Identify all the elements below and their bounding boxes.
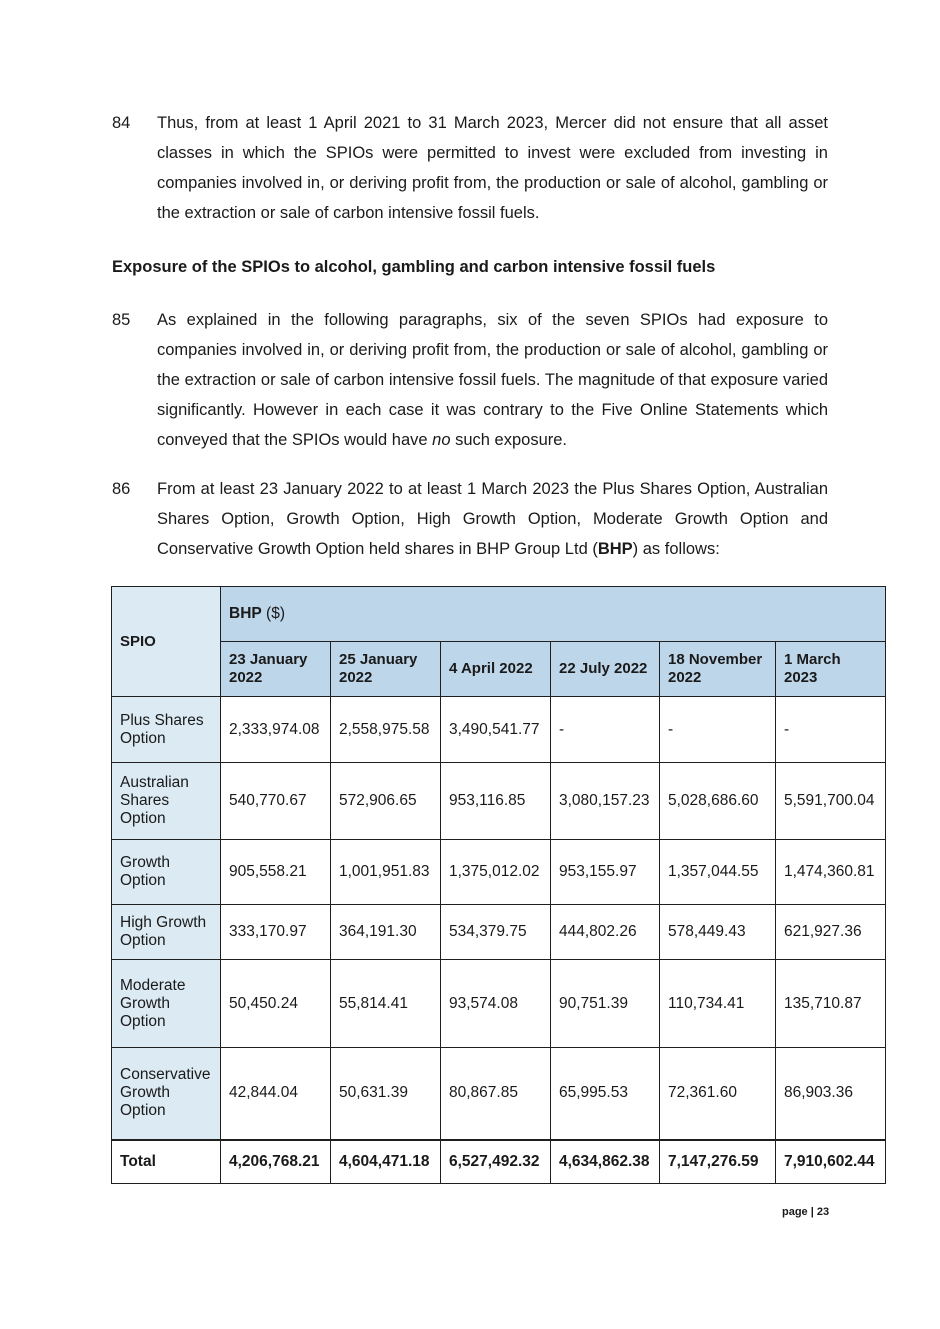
table-cell: 110,734.41 bbox=[660, 960, 776, 1048]
text-span: such exposure. bbox=[450, 431, 568, 449]
table-cell: 3,490,541.77 bbox=[441, 697, 551, 763]
bhp-group-header bbox=[221, 587, 886, 642]
table-row bbox=[112, 905, 886, 960]
table-cell: 55,814.41 bbox=[331, 960, 441, 1048]
table-cell: 578,449.43 bbox=[660, 905, 776, 960]
row-label: Conservative Growth Option bbox=[112, 1048, 221, 1140]
table-cell: 1,474,360.81 bbox=[776, 840, 886, 905]
total-row bbox=[112, 1140, 886, 1184]
row-label: High Growth Option bbox=[112, 905, 221, 960]
bhp-label: BHP bbox=[229, 605, 262, 622]
paragraph-text bbox=[157, 474, 828, 564]
section-heading: Exposure of the SPIOs to alcohol, gambling and carbon intensive fossil fuels bbox=[112, 258, 716, 276]
table-cell: 572,906.65 bbox=[331, 763, 441, 840]
table-cell: 93,574.08 bbox=[441, 960, 551, 1048]
paragraph-text: Thus, from at least 1 April 2021 to 31 March 2023, Mercer did not ensure that all asset classes in which the SPIOs were permitted to invest were excluded from investing in companies involved in, or deriving profit from, the production or sale of alcohol, gambling or the extraction or sale of carbon intensive fossil fuels. bbox=[157, 114, 828, 222]
table-cell: 3,080,157.23 bbox=[551, 763, 660, 840]
emphasis-text: no bbox=[432, 431, 451, 449]
table-cell: 1,375,012.02 bbox=[441, 840, 551, 905]
paragraph-85 bbox=[112, 305, 828, 455]
table-cell: 621,927.36 bbox=[776, 905, 886, 960]
table-cell: 50,450.24 bbox=[221, 960, 331, 1048]
table-cell: 50,631.39 bbox=[331, 1048, 441, 1140]
text-span: From at least 23 January 2022 to at least 1 March 2023 the Plus Shares Option, Australian Shares Option, Growth Option, High Growth Option, Moderate Growth Option and Conservative Growth Option held shares in BHP Group Ltd ( bbox=[157, 480, 828, 558]
paragraph-number: 85 bbox=[112, 311, 131, 329]
text-span: ) as follows: bbox=[632, 540, 720, 558]
total-cell: 4,604,471.18 bbox=[331, 1140, 441, 1184]
table-cell: 80,867.85 bbox=[441, 1048, 551, 1140]
total-cell: 4,634,862.38 bbox=[551, 1140, 660, 1184]
column-header: 1 March 2023 bbox=[776, 642, 886, 697]
table-row bbox=[112, 840, 886, 905]
row-label: Plus Shares Option bbox=[112, 697, 221, 763]
bold-text: BHP bbox=[597, 540, 633, 558]
table-cell: 534,379.75 bbox=[441, 905, 551, 960]
table-cell: - bbox=[660, 697, 776, 763]
total-cell: 4,206,768.21 bbox=[221, 1140, 331, 1184]
table-row bbox=[112, 763, 886, 840]
table-cell: 2,558,975.58 bbox=[331, 697, 441, 763]
table-cell: 90,751.39 bbox=[551, 960, 660, 1048]
currency-label: ($) bbox=[261, 605, 285, 622]
table-row bbox=[112, 1048, 886, 1140]
paragraph-86 bbox=[112, 474, 828, 564]
table-cell: 953,155.97 bbox=[551, 840, 660, 905]
page-number: page | 23 bbox=[782, 1206, 830, 1218]
table-row bbox=[112, 960, 886, 1048]
table-cell: 65,995.53 bbox=[551, 1048, 660, 1140]
table-cell: 135,710.87 bbox=[776, 960, 886, 1048]
table-cell: 5,591,700.04 bbox=[776, 763, 886, 840]
column-header: 18 November 2022 bbox=[660, 642, 776, 697]
bhp-holdings-table bbox=[111, 586, 886, 1184]
table-row bbox=[112, 697, 886, 763]
total-cell: 7,147,276.59 bbox=[660, 1140, 776, 1184]
paragraph-number: 86 bbox=[112, 480, 131, 498]
row-label: Growth Option bbox=[112, 840, 221, 905]
row-label: Total bbox=[112, 1140, 221, 1184]
total-cell: 7,910,602.44 bbox=[776, 1140, 886, 1184]
table-cell: 5,028,686.60 bbox=[660, 763, 776, 840]
spio-header: SPIO bbox=[112, 587, 221, 697]
table-cell: 333,170.97 bbox=[221, 905, 331, 960]
text-span: As explained in the following paragraphs, six of the seven SPIOs had exposure to companies involved in, or deriving profit from, the production or sale of alcohol, gambling or the extraction or sale of carbon intensive fossil fuels. The magnitude of that exposure varied significantly. However in each case it was contrary to the Five Online Statements which conveyed that the SPIOs would have bbox=[157, 311, 828, 449]
table-cell: 1,357,044.55 bbox=[660, 840, 776, 905]
table-cell: 2,333,974.08 bbox=[221, 697, 331, 763]
table-cell: - bbox=[776, 697, 886, 763]
column-header: 22 July 2022 bbox=[551, 642, 660, 697]
table-cell: 364,191.30 bbox=[331, 905, 441, 960]
table-cell: - bbox=[551, 697, 660, 763]
table-cell: 953,116.85 bbox=[441, 763, 551, 840]
table-cell: 72,361.60 bbox=[660, 1048, 776, 1140]
column-header: 23 January 2022 bbox=[221, 642, 331, 697]
table-cell: 86,903.36 bbox=[776, 1048, 886, 1140]
table-cell: 540,770.67 bbox=[221, 763, 331, 840]
paragraph-84 bbox=[112, 108, 828, 228]
total-cell: 6,527,492.32 bbox=[441, 1140, 551, 1184]
table-cell: 42,844.04 bbox=[221, 1048, 331, 1140]
paragraph-text bbox=[157, 305, 828, 455]
table-cell: 1,001,951.83 bbox=[331, 840, 441, 905]
table-cell: 444,802.26 bbox=[551, 905, 660, 960]
paragraph-number: 84 bbox=[112, 114, 131, 132]
column-header: 25 January 2022 bbox=[331, 642, 441, 697]
row-label: Australian Shares Option bbox=[112, 763, 221, 840]
column-header: 4 April 2022 bbox=[441, 642, 551, 697]
table-cell: 905,558.21 bbox=[221, 840, 331, 905]
row-label: Moderate Growth Option bbox=[112, 960, 221, 1048]
